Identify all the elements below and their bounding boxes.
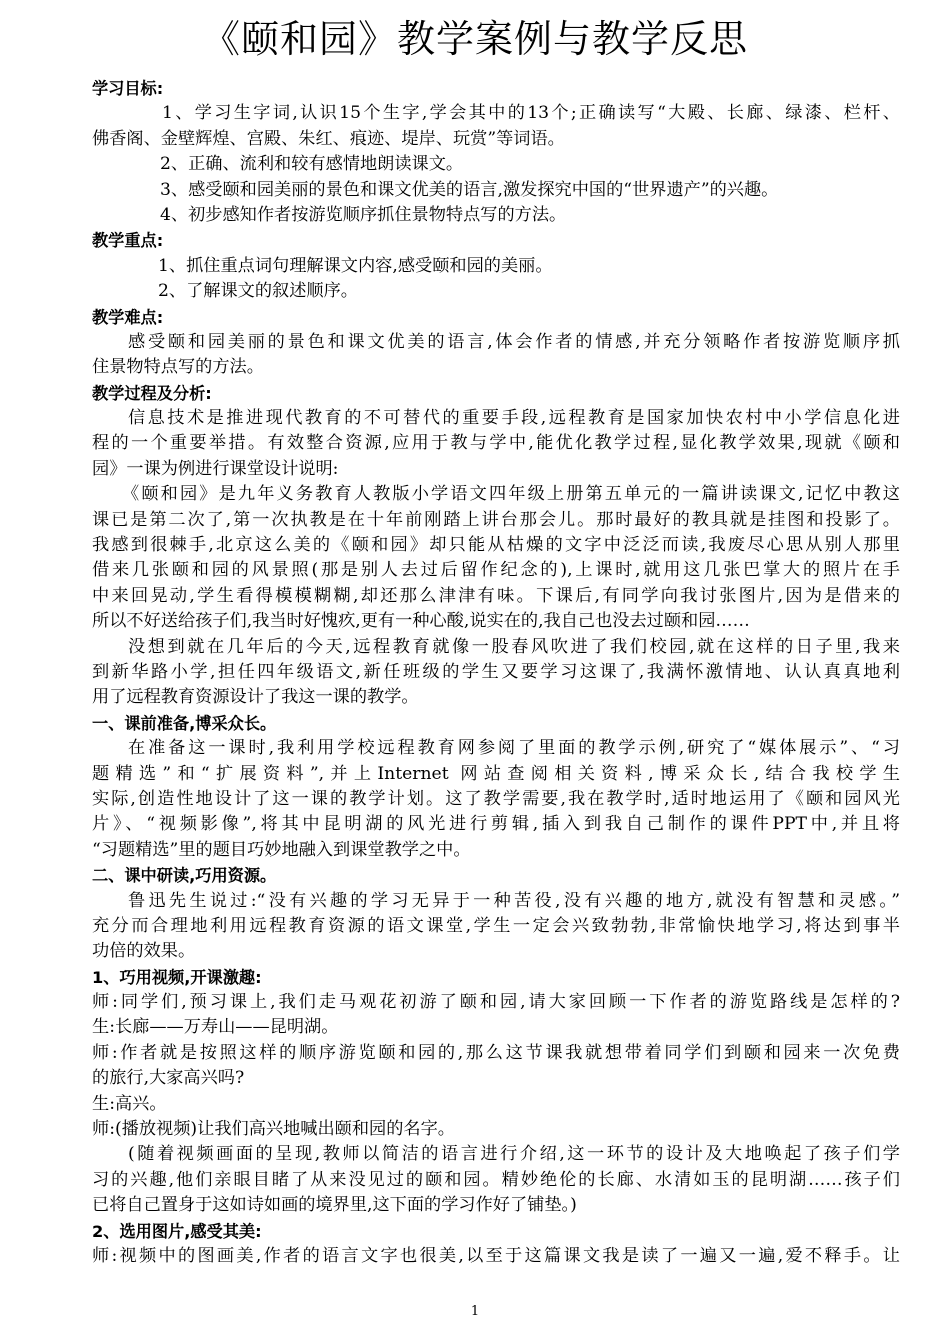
text-line: 实际,创造性地设计了这一课的教学计划。这了教学需要,我在教学时,适时地运用了《颐和园风光 [92,788,900,809]
text-line: (随着视频画面的呈现,教师以简洁的语言进行介绍,这一环节的设计及大地唤起了孩子们学 [128,1144,900,1165]
text-line: 题精选”和“扩展资料”,并上Internet 网站查阅相关资料,博采众长,结合我校学生 [92,763,900,784]
page-number: 1 [470,1304,480,1319]
text-line: 功倍的效果。 [92,941,196,962]
text-line: 鲁迅先生说过:“没有兴趣的学习无异于一种苦役,没有兴趣的地方,就没有智慧和灵感。” [128,890,900,911]
text-line: 所以不好送给孩子们,我当时好愧疚,更有一种心酸,说实在的,我自己也没去过颐和园…… [92,611,750,632]
section-heading: 1、巧用视频,开课激趣: [92,967,262,987]
text-line: 师:视频中的图画美,作者的语言文字也很美,以至于这篇课文我是读了一遍又一遍,爱不释手。让 [92,1245,900,1266]
section-heading: 学习目标: [92,79,164,98]
text-line: 生:长廊——万寿山——昆明湖。 [92,1017,339,1038]
section-heading: 教学重点: [92,231,164,251]
text-line: 生:高兴。 [92,1093,167,1114]
text-line: 住景物特点写的方法。 [92,357,264,378]
text-line: 《颐和园》是九年义务教育人教版小学语文四年级上册第五单元的一篇讲读课文,记忆中教这 [122,484,900,505]
text-line: 2、正确、流利和较有感情地朗读课文。 [160,154,464,175]
text-line: 在准备这一课时,我利用学校远程教育网参阅了里面的教学示例,研究了“媒体展示”、“习 [128,738,900,759]
text-line: 已将自己置身于这如诗如画的境界里,这下面的学习作好了铺垫。) [92,1195,577,1216]
text-line: 到新华路小学,担任四年级语文,新任班级的学生又要学习这课了,我满怀激情地、认认真真地利 [92,661,900,682]
text-line: 感受颐和园美丽的景色和课文优美的语言,体会作者的情感,并充分领略作者按游览顺序抓 [128,331,900,352]
section-heading: 2、选用图片,感受其美: [92,1221,262,1241]
text-line: 中来回晃动,学生看得模模糊糊,却还那么津津有味。下课后,有同学向我讨张图片,因为是借来的 [92,585,900,606]
text-line: 1、学习生字词,认识15个生字,学会其中的13个;正确读写“大殿、长廊、绿漆、栏杆、 [162,103,900,124]
text-line: 充分而合理地利用远程教育资源的语文课堂,学生一定会兴致勃勃,非常愉快地学习,将达到事半 [92,915,900,936]
section-heading: 二、课中研读,巧用资源。 [92,866,277,886]
text-line: 我感到很棘手,北京这么美的《颐和园》却只能从枯燥的文字中泛泛而读,我废尽心思从别人那里 [92,535,900,556]
text-line: “习题精选”里的题目巧妙地融入到课堂教学之中。 [92,839,471,860]
section-heading: 教学难点: [92,307,164,327]
text-line: 师:同学们,预习课上,我们走马观花初游了颐和园,请大家回顾一下作者的游览路线是怎样的? [92,992,900,1013]
text-line: 片》、“视频影像”,将其中昆明湖的风光进行剪辑,插入到我自己制作的课件PPT中,并且将 [92,814,900,835]
document-title: 《颐和园》教学案例与教学反思 [201,17,748,61]
text-line: 1、抓住重点词句理解课文内容,感受颐和园的美丽。 [158,255,553,276]
text-line: 师:(播放视频)让我们高兴地喊出颐和园的名字。 [92,1119,455,1140]
text-line: 3、感受颐和园美丽的景色和课文优美的语言,激发探究中国的“世界遗产”的兴趣。 [160,179,779,200]
text-line: 借来几张颐和园的风景照(那是别人去过后留作纪念的),上课时,就用这几张巴掌大的照片在手 [92,560,900,581]
text-line: 4、初步感知作者按游览顺序抓住景物特点写的方法。 [160,204,567,225]
text-line: 信息技术是推进现代教育的不可替代的重要手段,远程教育是国家加快农村中小学信息化进 [128,408,900,429]
section-heading: 一、课前准备,博采众长。 [92,713,277,733]
text-line: 师:作者就是按照这样的顺序游览颐和园的,那么这节课我就想带着同学们到颐和园来一次免费 [92,1042,900,1063]
text-line: 课已是第二次了,第一次执教是在十年前刚踏上讲台那会儿。那时最好的教具就是挂图和投影了。 [92,509,900,530]
text-line: 的旅行,大家高兴吗? [92,1068,245,1089]
text-line: 习的兴趣,他们亲眼目睹了从来没见过的颐和园。精妙绝伦的长廊、水清如玉的昆明湖……孩子们 [92,1169,900,1190]
document-body [92,76,900,1269]
text-line: 园》一课为例进行课堂设计说明: [92,458,339,479]
text-line: 2、了解课文的叙述顺序。 [158,281,358,302]
text-line: 没想到就在几年后的今天,远程教育就像一股春风吹进了我们校园,就在这样的日子里,我来 [128,636,900,657]
text-line: 用了远程教育资源设计了我这一课的教学。 [92,687,419,708]
text-line: 程的一个重要举措。有效整合资源,应用于教与学中,能优化教学过程,显化教学效果,现就《颐和 [92,433,900,454]
text-line: 佛香阁、金壁辉煌、宫殿、朱红、痕迹、堤岸、玩赏”等词语。 [92,128,565,149]
section-heading: 教学过程及分析: [92,383,212,403]
